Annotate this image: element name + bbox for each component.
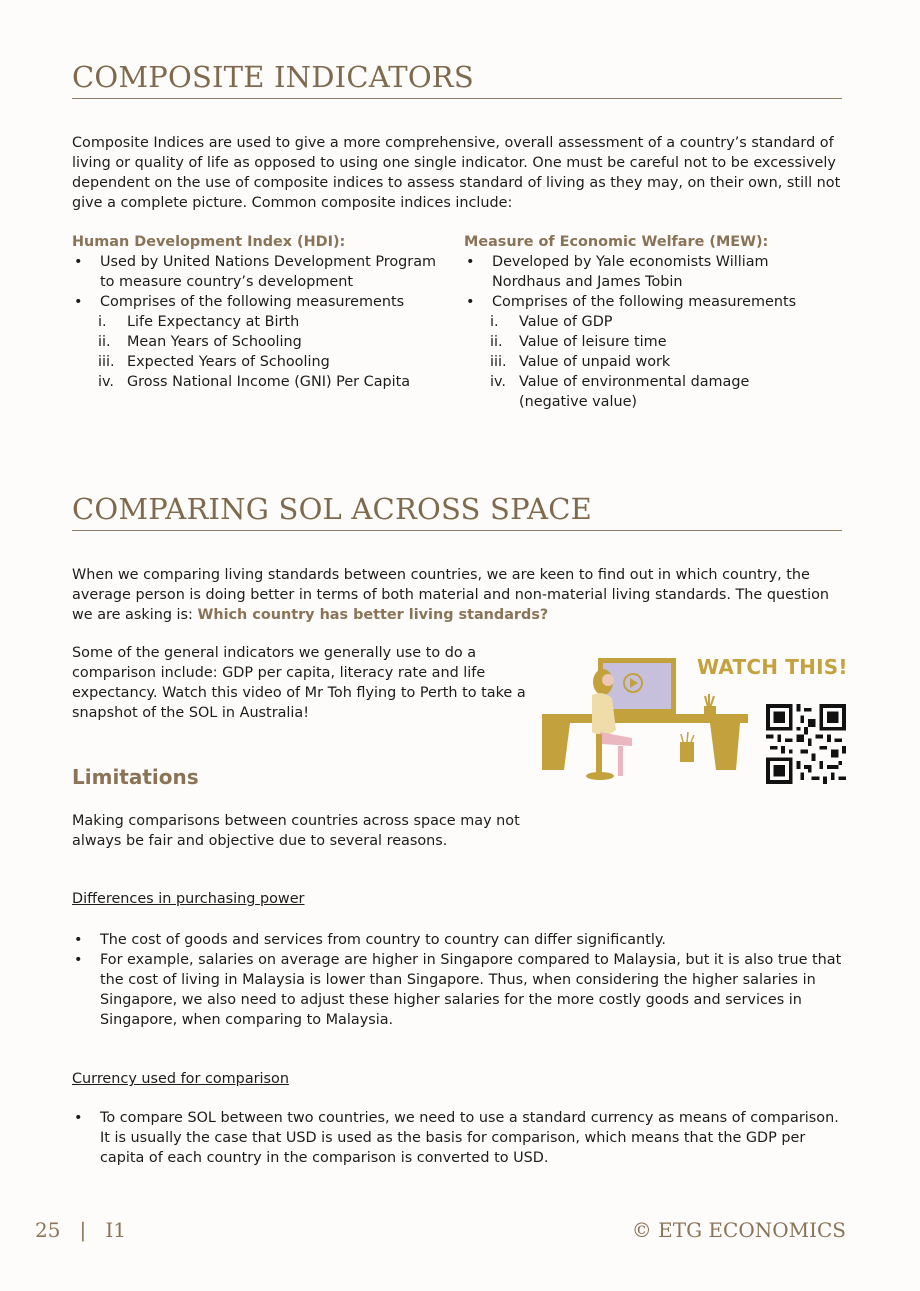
hdi-measurements-list [72, 312, 452, 392]
mew-bullet-2: • Comprises of the following measurements [464, 292, 834, 312]
currency-bullet: • To compare SOL between two countries, we need to use a standard currency as means of comparison. It is usually the case that USD is used as the basis for comparison, which means that the GDP per capita of each country in the comparison is converted to USD. [72, 1108, 842, 1168]
purchasing-bullet: • For example, salaries on average are higher in Singapore compared to Malaysia, but it is also true that the cost of living in Malaysia is lower than Singapore. Thus, when considering the higher salaries in Singapore, we also need to adjust these higher salaries for the more costly goods and services in Singapore, when comparing to Malaysia. [72, 950, 842, 1030]
purchasing-bullet: • The cost of goods and services from country to country can differ significantly. [72, 930, 842, 950]
hdi-heading: Human Development Index (HDI): [72, 234, 346, 250]
hdi-bullets [72, 252, 452, 312]
composite-intro-paragraph: Composite Indices are used to give a more comprehensive, overall assessment of a country’s standard of living or quality of life as opposed to using one single indicator. One must be careful not to be excessively dependent on the use of composite indices to assess standard of living as they may, on their own, still not give a complete picture. Common composite indices include: [72, 135, 841, 211]
watch-this-label: WATCH THIS! [697, 655, 848, 679]
currency-heading: Currency used for comparison [72, 1071, 289, 1087]
hdi-bullet-1: • Used by United Nations Development Program to measure country’s development [72, 252, 452, 292]
mew-measurement-item: iii. Value of unpaid work [490, 354, 671, 370]
general-indicators-paragraph: Some of the general indicators we generally use to do a comparison include: GDP per capita, literacy rate and life expectancy. Watch this video of Mr Toh flying to Perth to take a snapshot of the SOL in Australia! [72, 645, 526, 721]
limitations-heading: Limitations [72, 765, 199, 789]
mew-column [464, 232, 834, 412]
purchasing-power-list [72, 930, 842, 1030]
hdi-measurement-item: ii. Mean Years of Schooling [98, 334, 302, 350]
page-number: 25 | I1 [35, 1218, 126, 1242]
hdi-measurement-item: iv. Gross National Income (GNI) Per Capita [98, 374, 411, 390]
key-question: Which country has better living standards? [197, 607, 549, 623]
hdi-bullet-2: • Comprises of the following measurements [72, 292, 452, 312]
mew-measurements-list [464, 312, 784, 412]
video-illustration[interactable] [540, 650, 755, 785]
space-intro-paragraph: When we comparing living standards between countries, we are keen to find out in which country, the average person is doing better in terms of both material and non-material living standards. The question we are asking is: Which country has better living standards? [72, 567, 829, 623]
purchasing-power-heading: Differences in purchasing power [72, 891, 305, 907]
mew-bullets [464, 252, 834, 312]
hdi-measurement-item: i. Life Expectancy at Birth [98, 314, 300, 330]
qr-code[interactable] [764, 704, 848, 784]
hdi-measurement-item: iii. Expected Years of Schooling [98, 354, 330, 370]
mew-heading: Measure of Economic Welfare (MEW): [464, 234, 769, 250]
copyright-footer: © ETG ECONOMICS [631, 1218, 846, 1242]
currency-list [72, 1108, 842, 1168]
mew-measurement-item: iv. Value of environmental damage (negative value) [490, 374, 750, 410]
limitations-paragraph: Making comparisons between countries across space may not always be fair and objective due to several reasons. [72, 813, 520, 849]
mew-bullet-1: • Developed by Yale economists William Nordhaus and James Tobin [464, 252, 834, 292]
section-title-composite-indicators: COMPOSITE INDICATORS [72, 58, 842, 99]
hdi-column [72, 232, 452, 392]
section-title-comparing-sol: COMPARING SOL ACROSS SPACE [72, 490, 842, 531]
mew-measurement-item: ii. Value of leisure time [490, 334, 667, 350]
mew-measurement-item: i. Value of GDP [490, 314, 613, 330]
